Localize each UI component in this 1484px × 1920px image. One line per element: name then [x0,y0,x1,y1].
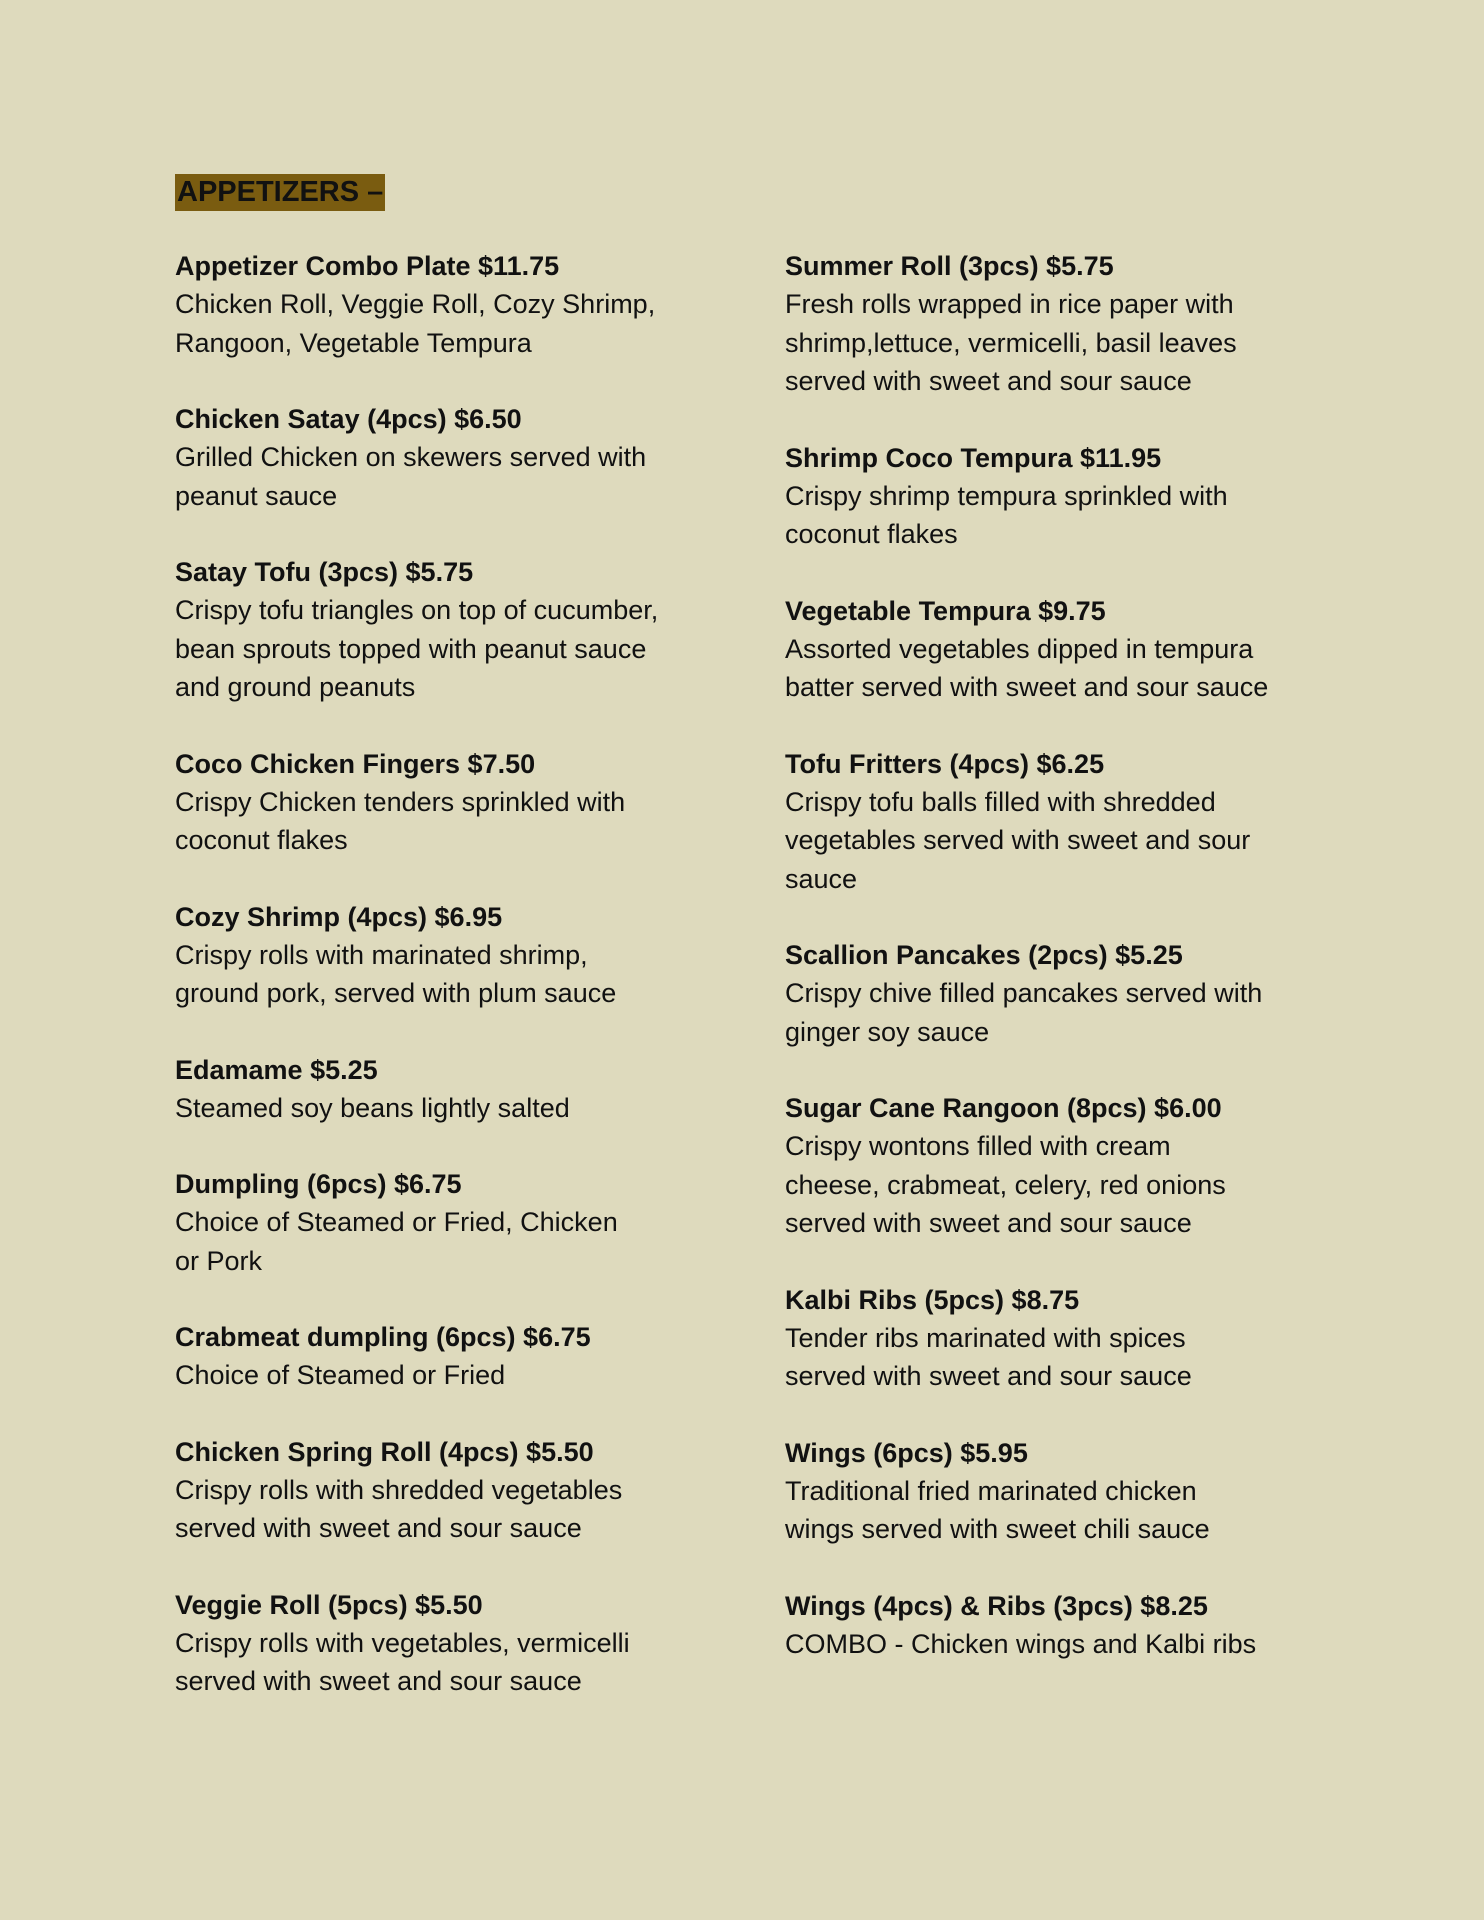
menu-item-description: Crispy tofu balls filled with shredded vegetables served with sweet and sour sauce [785,786,1251,894]
menu-item-title: Chicken Satay (4pcs) $6.50 [175,404,522,434]
menu-item [175,553,735,707]
menu-item-description: Grilled Chicken on skewers served with peanut sauce [175,442,647,511]
section-heading: APPETIZERS – [175,174,385,211]
menu-item-description: Crispy rolls with shredded vegetables served with sweet and sour sauce [175,1474,623,1543]
menu-item-description: Choice of Steamed or Fried, Chicken or Pork [175,1207,618,1276]
menu-item-description: Assorted vegetables dipped in tempura batter served with sweet and sour sauce [785,633,1269,702]
menu-item [175,1433,735,1548]
menu-item-description: Traditional fried marinated chicken wings served with sweet chili sauce [785,1475,1210,1544]
menu-item [175,1051,735,1128]
menu-item-description: Crispy rolls with vegetables, vermicelli served with sweet and sour sauce [175,1627,630,1696]
menu-item-description: Crispy rolls with marinated shrimp, ground pork, served with plum sauce [175,939,617,1008]
menu-item [175,1586,735,1701]
menu-item [175,745,735,860]
menu-item-description: COMBO - Chicken wings and Kalbi ribs [785,1628,1257,1659]
menu-item [785,592,1345,707]
menu-item [785,936,1345,1051]
menu-item-description: Crispy shrimp tempura sprinkled with coconut flakes [785,480,1228,549]
menu-item [785,1089,1345,1243]
menu-item-description: Fresh rolls wrapped in rice paper with shrimp,lettuce, vermicelli, basil leaves served with sweet and sour sauce [785,289,1237,396]
menu-item [785,1587,1345,1664]
menu-item [175,1165,735,1280]
menu-item-description: Tender ribs marinated with spices served with sweet and sour sauce [785,1322,1192,1391]
menu-item-title: Scallion Pancakes (2pcs) $5.25 [785,940,1183,970]
menu-item-title: Coco Chicken Fingers $7.50 [175,748,536,779]
menu-item-title: Edamame $5.25 [175,1054,378,1085]
menu-item-title: Shrimp Coco Tempura $11.95 [785,442,1162,473]
menu-item-title: Sugar Cane Rangoon (8pcs) $6.00 [785,1093,1222,1123]
menu-item [785,1434,1345,1549]
menu-item [785,745,1345,899]
menu-item-title: Summer Roll (3pcs) $5.75 [785,251,1114,281]
menu-item-title: Satay Tofu (3pcs) $5.75 [175,557,474,587]
menu-item-title: Cozy Shrimp (4pcs) $6.95 [175,901,503,932]
menu-item-description: Crispy wontons filled with cream cheese, crabmeat, celery, red onions served with sweet and sour sauce [785,1131,1226,1238]
menu-item-title: Chicken Spring Roll (4pcs) $5.50 [175,1436,594,1467]
menu-item-title: Dumpling (6pcs) $6.75 [175,1169,462,1199]
menu-item-description: Crispy tofu triangles on top of cucumber, bean sprouts topped with peanut sauce and ground peanuts [175,595,659,702]
menu-item [785,247,1345,401]
menu-item-description: Chicken Roll, Veggie Roll, Cozy Shrimp, Rangoon, Vegetable Tempura [175,289,656,358]
menu-item [175,400,735,515]
menu-item-description: Crispy chive filled pancakes served with ginger soy sauce [785,978,1263,1047]
menu-item [175,898,735,1013]
menu-column-left [175,247,735,1739]
menu-item-title: Wings (4pcs) & Ribs (3pcs) $8.25 [785,1590,1208,1621]
menu-item [785,439,1345,554]
menu-item-title: Vegetable Tempura $9.75 [785,595,1106,626]
menu-item-description: Choice of Steamed or Fried [175,1360,506,1390]
menu-item-title: Tofu Fritters (4pcs) $6.25 [785,748,1105,779]
menu-item-title: Kalbi Ribs (5pcs) $8.75 [785,1284,1080,1315]
menu-item-title: Veggie Roll (5pcs) $5.50 [175,1589,483,1620]
menu-column-right [785,247,1345,1701]
menu-item-description: Steamed soy beans lightly salted [175,1092,570,1123]
menu-item-title: Crabmeat dumpling (6pcs) $6.75 [175,1322,591,1352]
menu-item-description: Crispy Chicken tenders sprinkled with coconut flakes [175,786,626,855]
menu-item-title: Appetizer Combo Plate $11.75 [175,251,560,281]
menu-item-title: Wings (6pcs) $5.95 [785,1437,1028,1468]
menu-item [175,247,735,362]
menu-item [175,1318,735,1395]
menu-item [785,1281,1345,1396]
